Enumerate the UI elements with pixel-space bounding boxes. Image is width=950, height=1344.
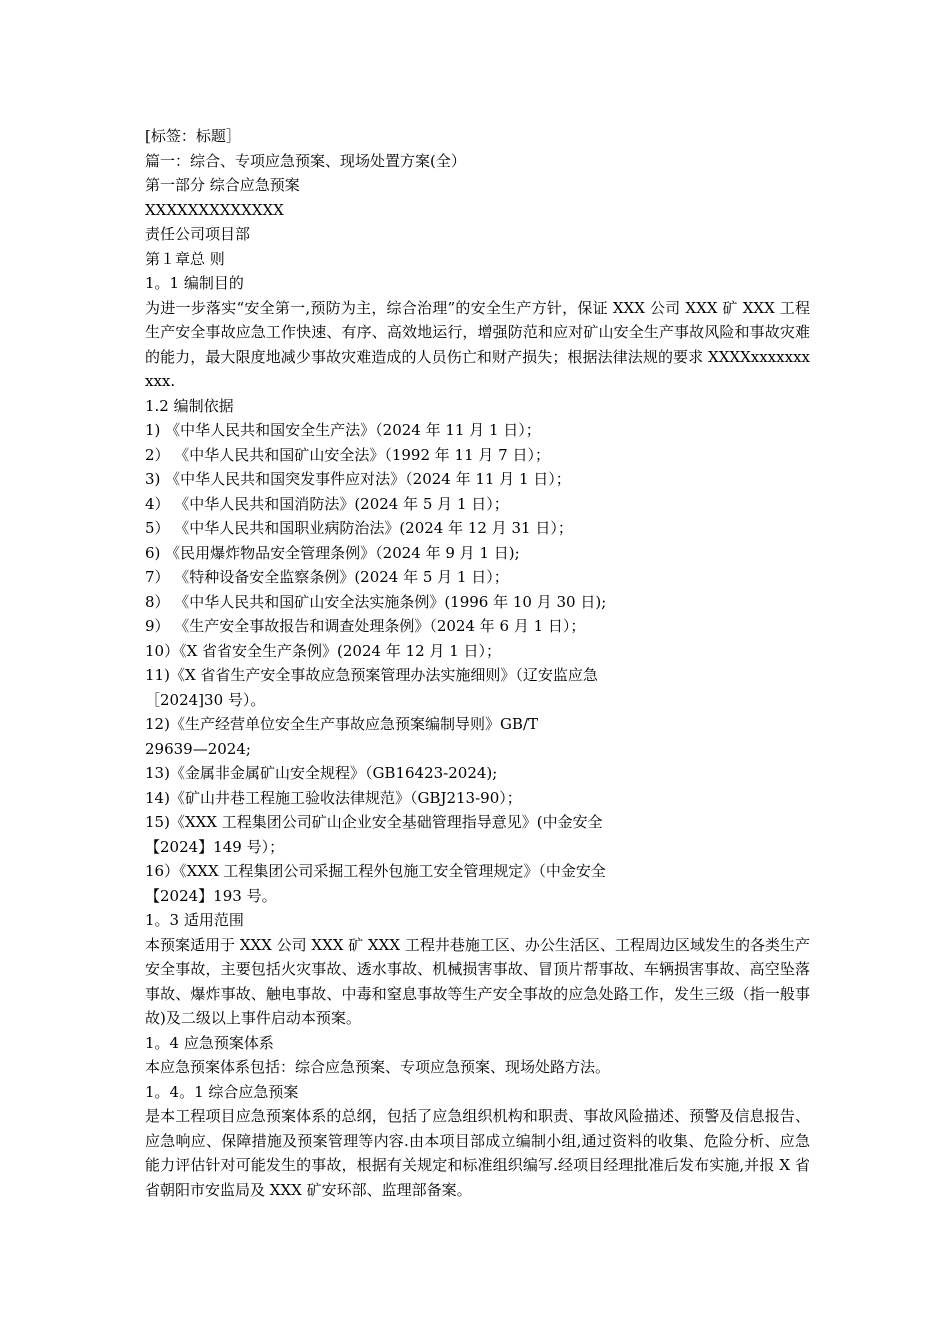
basis-item-5: 5） 《中华人民共和国职业病防治法》(2024 年 12 月 31 日）； [145,519,573,537]
doc-article-title: 篇一：综合、专项应急预案、现场处置方案(全） [145,151,466,170]
section-heading-1-1: 1。1 编制目的 [145,274,244,292]
basis-item-13: 13)《金属非金属矿山安全规程》（GB16423-2024); [145,764,498,782]
chapter-heading: 第１章总 则 [145,249,225,268]
basis-item-9: 9） 《生产安全事故报告和调查处理条例》（2024 年 6 月 1 日）； [145,617,586,635]
basis-item-4: 4） 《中华人民共和国消防法》(2024 年 5 月 1 日）； [145,494,509,513]
basis-item-12-cont: 29639—2024; [145,739,251,758]
paragraph-comprehensive: 是本工程项目应急预案体系的总纲，包括了应急组织机构和职责、事故风险描述、预警及信息报告、应急响应、保障措施及预案管理等内容.由本项目部成立编制小组,通过资料的收集、危险分析、应急能力评估针对可能发生的事故，根据有关规定和标准组织编写.经项目经理批准后发布实施,并报 X 省省朝阳市安监局及 XXX 矿安环部、监理部备案。 [145,1107,810,1199]
basis-item-12: 12)《生产经营单位安全生产事故应急预案编制导则》GB/T [145,715,539,733]
basis-item-1: 1) 《中华人民共和国安全生产法》（2024 年 11 月 1 日）； [145,421,541,439]
basis-item-3: 3) 《中华人民共和国突发事件应对法》（2024 年 11 月 1 日）； [145,470,571,488]
doc-tag-line: [标签：标题］ [145,127,241,145]
basis-item-14: 14)《矿山井巷工程施工验收法律规范》（GBJ213-90）； [145,788,522,807]
basis-item-6: 6) 《民用爆炸物品安全管理条例》（2024 年 9 月 1 日); [145,543,520,562]
paragraph-purpose: 为进一步落实“安全第一,预防为主，综合治理”的安全生产方针，保证 XXX 公司 XXX 矿 XXX 工程生产安全事故应急工作快速、有序、高效地运行，增强防范和应对矿山安全生产事故风险和事故灾难的能力，最大限度地减少事故灾难造成的人员伤亡和财产损失；根据法律法规的要求 XXXXxxxxxxxxxx. [145,298,810,390]
part-heading: 第一部分 综合应急预案 [145,176,300,194]
basis-item-7: 7） 《特种设备安全监察条例》(2024 年 5 月 1 日）； [145,568,509,586]
company-dept: 责任公司项目部 [145,225,251,243]
section-heading-1-3: 1。3 适用范围 [145,911,244,929]
paragraph-scope: 本预案适用于 XXX 公司 XXX 矿 XXX 工程井巷施工区、办公生活区、工程周边区域发生的各类生产安全事故，主要包括火灾事故、透水事故、机械损害事故、冒顶片帮事故、车辆损害事故、高空坠落事故、爆炸事故、触电事故、中毒和窒息事故等生产安全事故的应急处路工作，发生三级（指一般事故)及二级以上事件启动本预案。 [145,935,810,1027]
section-heading-1-4-1: 1。4。1 综合应急预案 [145,1082,299,1101]
basis-item-8: 8） 《中华人民共和国矿山安全法实施条例》(1996 年 10 月 30 日); [145,592,607,611]
basis-item-16-cont: 【2024】193 号。 [145,886,277,905]
basis-item-2: 2） 《中华人民共和国矿山安全法》（1992 年 11 月 7 日）； [145,445,550,464]
document-body [145,124,810,1202]
company-name: XXXXXXXXXXXXX [145,200,284,219]
paragraph-system: 本应急预案体系包括：综合应急预案、专项应急预案、现场处路方法。 [145,1058,611,1076]
basis-item-15-cont: 【2024】149 号）； [145,837,285,856]
basis-item-10: 10）《X 省省安全生产条例》(2024 年 12 月 1 日）； [145,641,502,660]
basis-item-11-cont: ［2024]30 号）。 [145,690,266,709]
basis-item-15: 15)《XXX 工程集团公司矿山企业安全基础管理指导意见》(中金安全 [145,813,603,831]
section-heading-1-4: 1。4 应急预案体系 [145,1033,274,1052]
basis-item-16: 16）《XXX 工程集团公司采掘工程外包施工安全管理规定》（中金安全 [145,862,606,880]
basis-item-11: 11)《X 省省生产安全事故应急预案管理办法实施细则》（辽安监应急 [145,666,598,684]
section-heading-1-2: 1.2 编制依据 [145,396,234,415]
